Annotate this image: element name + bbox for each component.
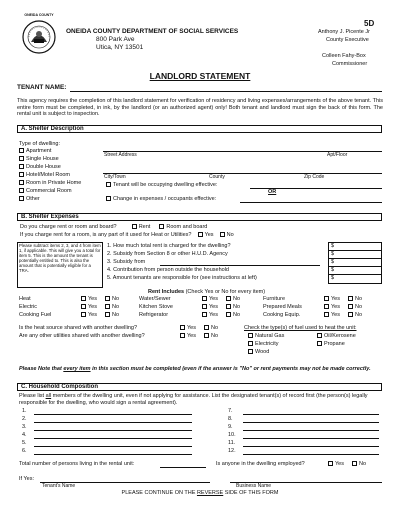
checkbox[interactable]: [202, 304, 207, 309]
rent-includes-heading: Rent Includes (Check Yes or No for every item): [148, 289, 266, 295]
fuel-wood[interactable]: Wood: [248, 349, 269, 356]
checkbox[interactable]: [159, 224, 164, 229]
member-row[interactable]: 5.: [22, 440, 27, 446]
checkbox[interactable]: [348, 304, 353, 309]
utility-meals-yes[interactable]: Yes: [324, 304, 340, 311]
util-shared-yes[interactable]: Yes: [180, 333, 196, 340]
dwelling-type-hotel[interactable]: Hotel/Motel Room: [19, 172, 70, 179]
fuel-type-label: Check the type(s) of fuel used to heat the unit:: [244, 325, 357, 331]
amount-1[interactable]: $: [331, 243, 335, 249]
rent-question: Do you charge rent or room and board? Rent Room and board: [20, 224, 208, 230]
business-name-caption: Business Name: [236, 483, 272, 489]
amount-dollar-signs: [331, 243, 334, 283]
checkbox[interactable]: [248, 333, 253, 338]
utility-fridge-no[interactable]: No: [226, 312, 240, 319]
checkbox[interactable]: [226, 304, 231, 309]
dwelling-type-single-house[interactable]: Single House: [19, 156, 59, 163]
checkbox[interactable]: [198, 232, 203, 237]
checkbox[interactable]: [348, 312, 353, 317]
checkbox[interactable]: [317, 333, 322, 338]
county-seal: [22, 20, 56, 54]
checkbox[interactable]: [204, 333, 209, 338]
utility-kitchen-stove: Kitchen Stove: [139, 304, 173, 310]
member-line[interactable]: [34, 414, 192, 415]
expense-item-5: 5. Amount tenants are responsible for (see instructions at left): [107, 275, 257, 281]
utility-meals-no[interactable]: No: [348, 304, 362, 311]
city-label: City/Town: [104, 174, 126, 180]
no-option[interactable]: No: [220, 232, 234, 238]
dwelling-type-room-private-home[interactable]: Room in Private Home: [19, 180, 81, 187]
section-b-header: B. Shelter Expenses: [17, 213, 382, 221]
heat-shared-no[interactable]: No: [204, 325, 218, 332]
amount-divider: [328, 258, 382, 259]
total-persons-field[interactable]: [160, 467, 206, 468]
member-row[interactable]: 9.: [228, 424, 233, 430]
utility-furniture-no[interactable]: No: [348, 296, 362, 303]
rent-option[interactable]: Rent: [132, 224, 151, 230]
form-title: LANDLORD STATEMENT: [149, 71, 251, 81]
checkbox[interactable]: [202, 312, 207, 317]
executive-name: Anthony J. Picente Jr: [318, 29, 370, 35]
completion-note: Please Note that every item in this section must be completed (even if the answer is "No" or rent payments may not be made correctly.: [19, 366, 371, 372]
amount-divider: [328, 266, 382, 267]
fuel-electricity[interactable]: Electricity: [248, 341, 279, 348]
checkbox[interactable]: [19, 164, 24, 169]
tenant-name-caption: Tenant's Name: [42, 483, 76, 489]
checkbox[interactable]: [202, 296, 207, 301]
section-c-header: C. Household Composition: [17, 383, 382, 391]
employed-question: Is anyone in the dwelling employed?: [216, 461, 305, 467]
member-row[interactable]: 3.: [22, 424, 27, 430]
county-label: County: [209, 174, 225, 180]
executive-title: County Executive: [326, 37, 369, 43]
room-board-option[interactable]: Room and board: [159, 224, 207, 230]
form-code: 5D: [364, 19, 375, 28]
checkbox[interactable]: [19, 156, 24, 161]
footer-continue: PLEASE CONTINUE ON THE REVERSE SIDE OF THIS FORM: [121, 490, 279, 496]
member-row[interactable]: 1.: [22, 408, 27, 414]
checkbox[interactable]: [105, 296, 110, 301]
checkbox[interactable]: [81, 312, 86, 317]
member-row[interactable]: 2.: [22, 416, 27, 422]
member-line[interactable]: [34, 438, 192, 439]
occupy-effective-option[interactable]: Tenant will be occupying dwelling effective:: [106, 182, 217, 189]
checkbox[interactable]: [180, 333, 185, 338]
member-line[interactable]: [243, 430, 379, 431]
address-line-2: Utica, NY 13501: [96, 44, 144, 51]
utility-water-yes[interactable]: Yes: [202, 296, 218, 303]
utility-heat-yes[interactable]: Yes: [81, 296, 97, 303]
member-line[interactable]: [243, 446, 379, 447]
commissioner-title: Commissioner: [332, 61, 368, 67]
utilities-shared-question: Are any other utilities shared with another dwelling?: [19, 333, 145, 339]
checkbox[interactable]: [105, 304, 110, 309]
dwelling-type-other[interactable]: Other: [19, 196, 40, 203]
checkbox[interactable]: [226, 296, 231, 301]
checkbox[interactable]: [248, 341, 253, 346]
heat-shared-yes[interactable]: Yes: [180, 325, 196, 332]
utility-furniture: Furniture: [263, 296, 286, 302]
utility-electric-no[interactable]: No: [105, 304, 119, 311]
instructions-note: Please subtract items 2, 3, and 4 from item 1, if applicable. This will give you a total for item 5. This is the amount the tenant is potentially entitled to. This is also the amount that is potentially eligible for a TRA.: [19, 243, 101, 274]
dwelling-type-commercial-room[interactable]: Commercial Room: [19, 188, 72, 195]
household-instructions: Please list all members of the dwelling unit, even if not applying for assistance. List the designated tenant(s) of record first (the person(s) legally responsible for the dwelling, who would sign a rental agreement).: [19, 393, 368, 406]
subsidy-source-field[interactable]: [160, 265, 320, 266]
amount-4[interactable]: $: [331, 267, 335, 273]
checkbox[interactable]: [19, 188, 24, 193]
yes-option[interactable]: Yes: [198, 232, 214, 238]
checkbox[interactable]: [324, 296, 329, 301]
member-row[interactable]: 10.: [228, 432, 236, 438]
checkbox[interactable]: [105, 312, 110, 317]
street-address-label: Street Address: [104, 152, 137, 158]
amount-divider: [328, 274, 382, 275]
heat-utilities-question: If you charge rent for a room, is any part of it used for Heat or Utilities? Yes No: [20, 232, 234, 238]
member-row[interactable]: 12.: [228, 448, 236, 454]
utility-electric-yes[interactable]: Yes: [81, 304, 97, 311]
utility-water-no[interactable]: No: [226, 296, 240, 303]
member-row[interactable]: 8.: [228, 416, 233, 422]
utility-stove-yes[interactable]: Yes: [202, 304, 218, 311]
checkbox[interactable]: [19, 196, 24, 201]
checkbox[interactable]: [248, 349, 253, 354]
member-line[interactable]: [34, 430, 192, 431]
checkbox[interactable]: [226, 312, 231, 317]
member-line[interactable]: [243, 454, 379, 455]
utility-electric: Electric: [19, 304, 38, 310]
checkbox[interactable]: [19, 148, 24, 153]
utility-water-sewer: Water/Sewer: [139, 296, 171, 302]
utility-heat-no[interactable]: No: [105, 296, 119, 303]
expense-item-1: 1. How much total rent is charged for the dwelling?: [107, 243, 231, 249]
member-row[interactable]: 6.: [22, 448, 27, 454]
utility-equip-no[interactable]: No: [348, 312, 362, 319]
member-line[interactable]: [34, 454, 192, 455]
member-line[interactable]: [34, 446, 192, 447]
checkbox[interactable]: [328, 461, 333, 466]
zip-label: Zip Code: [304, 174, 325, 180]
member-line[interactable]: [34, 422, 192, 423]
employed-yes[interactable]: Yes: [328, 461, 344, 468]
dwelling-type-apartment[interactable]: Apartment: [19, 148, 51, 155]
checkbox[interactable]: [19, 172, 24, 177]
amount-2[interactable]: $: [331, 251, 335, 257]
fuel-oil-kerosene[interactable]: Oil/Kerosene: [317, 333, 356, 340]
utility-refrigerator: Refrigerator: [139, 312, 169, 318]
checkbox[interactable]: [317, 341, 322, 346]
heat-shared-question: Is the heat source shared with another dwelling?: [19, 325, 138, 331]
department-name: ONEIDA COUNTY DEPARTMENT OF SOCIAL SERVICES: [66, 28, 239, 35]
util-shared-no[interactable]: No: [204, 333, 218, 340]
utility-cooking-fuel: Cooking Fuel: [19, 312, 52, 318]
address-line-1: 800 Park Ave: [96, 36, 135, 43]
change-date-field[interactable]: [240, 202, 382, 203]
fuel-propane[interactable]: Propane: [317, 341, 345, 348]
checkbox[interactable]: [106, 196, 111, 201]
or-label: OR: [268, 189, 277, 195]
checkbox[interactable]: [81, 304, 86, 309]
amount-divider: [328, 250, 382, 251]
fuel-natural-gas[interactable]: Natural Gas: [248, 333, 284, 340]
expense-item-4: 4. Contribution from person outside the household: [107, 267, 229, 273]
employed-no[interactable]: No: [352, 461, 366, 468]
checkbox[interactable]: [19, 180, 24, 185]
section-a-header: A. Shelter Description: [17, 125, 382, 133]
member-line[interactable]: [243, 414, 379, 415]
utility-furniture-yes[interactable]: Yes: [324, 296, 340, 303]
utility-equip-yes[interactable]: Yes: [324, 312, 340, 319]
amount-5[interactable]: $: [331, 275, 335, 281]
total-persons-label: Total number of persons living in the rental unit:: [19, 461, 135, 467]
checkbox[interactable]: [106, 182, 111, 187]
checkbox[interactable]: [81, 296, 86, 301]
dwelling-type-double-house[interactable]: Double House: [19, 164, 61, 171]
checkbox[interactable]: [180, 325, 185, 330]
utility-cooking-equip: Cooking Equip.: [263, 312, 301, 318]
checkbox[interactable]: [324, 304, 329, 309]
amount-3[interactable]: $: [331, 259, 335, 265]
utility-prepared-meals: Prepared Meals: [263, 304, 302, 310]
seal-label: ONEIDA COUNTY: [24, 13, 54, 17]
checkbox[interactable]: [324, 312, 329, 317]
utilities-grid: [19, 296, 382, 322]
utility-fridge-yes[interactable]: Yes: [202, 312, 218, 319]
expense-item-3: 3. Subsidy from: [107, 259, 146, 265]
amount-column: [328, 242, 382, 284]
checkbox[interactable]: [352, 461, 357, 466]
member-line[interactable]: [243, 422, 379, 423]
commissioner-name: Colleen Fahy-Box: [322, 53, 366, 59]
utility-stove-no[interactable]: No: [226, 304, 240, 311]
tenant-name-label: TENANT NAME:: [17, 84, 67, 91]
member-line[interactable]: [243, 438, 379, 439]
tenant-name-field[interactable]: [70, 91, 382, 92]
city-county-zip-field[interactable]: [103, 173, 382, 174]
if-yes-label: If Yes:: [19, 476, 34, 482]
member-row[interactable]: 7.: [228, 408, 233, 414]
change-effective-option[interactable]: Change in expenses / occupants effective:: [106, 196, 216, 203]
intro-paragraph: This agency requires the completion of this landlord statement for verification of residency and living expenses/arrangements of the above tenant. This entire form must be completed, in ink, by the landlord (or an authorized agent) only! Both tenant and landlord must sign the back of this form. The rental unit is subject to inspection.: [17, 98, 383, 117]
checkbox[interactable]: [348, 296, 353, 301]
dwelling-type-label: Type of dwelling:: [19, 141, 60, 147]
checkbox[interactable]: [220, 232, 225, 237]
utility-heat: Heat: [19, 296, 31, 302]
apt-floor-label: Apt/Floor: [327, 152, 348, 158]
expense-item-2: 2. Subsidy from Section 8 or other H.U.D. Agency: [107, 251, 228, 257]
member-row[interactable]: 4.: [22, 432, 27, 438]
utility-fuel-yes[interactable]: Yes: [81, 312, 97, 319]
utility-fuel-no[interactable]: No: [105, 312, 119, 319]
member-row[interactable]: 11.: [228, 440, 236, 446]
checkbox[interactable]: [204, 325, 209, 330]
checkbox[interactable]: [132, 224, 137, 229]
